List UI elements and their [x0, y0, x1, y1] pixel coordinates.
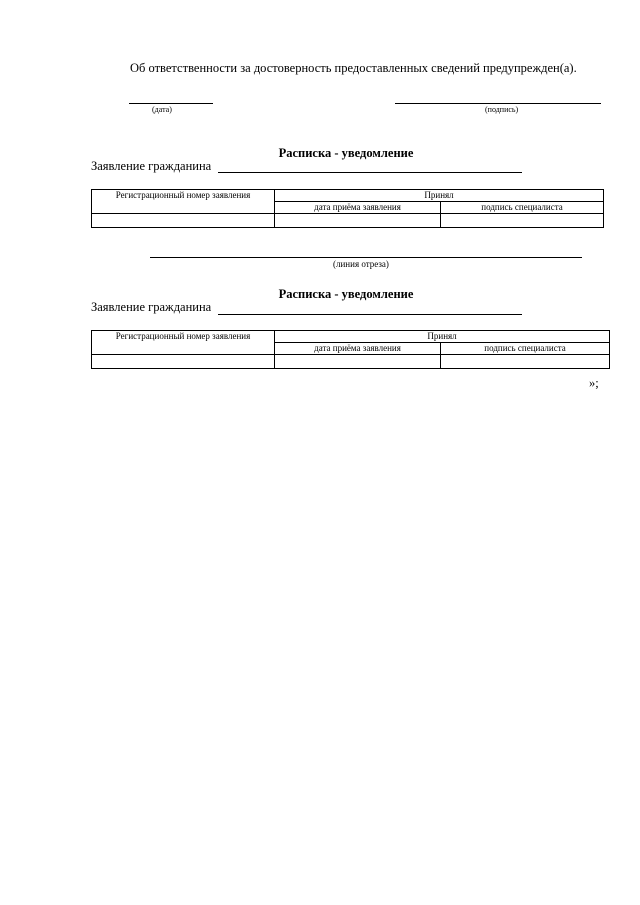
reg-number-cell[interactable] — [92, 214, 275, 228]
signature-header: подпись специалиста — [441, 202, 604, 214]
date-header: дата приёма заявления — [275, 202, 441, 214]
reg-number-cell[interactable] — [92, 355, 275, 369]
signature-cell[interactable] — [441, 355, 610, 369]
signature-caption: (подпись) — [485, 105, 519, 114]
date-line[interactable] — [129, 103, 213, 104]
accepted-header: Принял — [275, 331, 610, 343]
signature-line[interactable] — [395, 103, 601, 104]
closing-quote: »; — [589, 376, 599, 390]
citizen-label-copy: Заявление гражданина — [91, 300, 212, 314]
receipt-table-copy — [91, 330, 610, 369]
citizen-label: Заявление гражданина — [91, 159, 212, 173]
responsibility-statement: Об ответственности за достоверность предоставленных сведений предупрежден(а). — [130, 61, 577, 75]
signature-cell[interactable] — [441, 214, 604, 228]
accepted-header: Принял — [275, 190, 604, 202]
date-cell[interactable] — [275, 355, 441, 369]
cut-line — [150, 257, 582, 258]
cut-line-caption: (линия отреза) — [333, 259, 389, 269]
receipt-heading: Расписка - уведомление — [278, 146, 414, 160]
receipt-heading-copy: Расписка - уведомление — [278, 287, 414, 301]
date-header: дата приёма заявления — [275, 343, 441, 355]
date-cell[interactable] — [275, 214, 441, 228]
reg-number-header: Регистрационный номер заявления — [92, 331, 275, 355]
reg-number-header: Регистрационный номер заявления — [92, 190, 275, 214]
signature-header: подпись специалиста — [441, 343, 610, 355]
citizen-name-line[interactable] — [218, 172, 522, 173]
citizen-name-line-copy[interactable] — [218, 314, 522, 315]
date-caption: (дата) — [152, 105, 172, 114]
receipt-table — [91, 189, 604, 228]
